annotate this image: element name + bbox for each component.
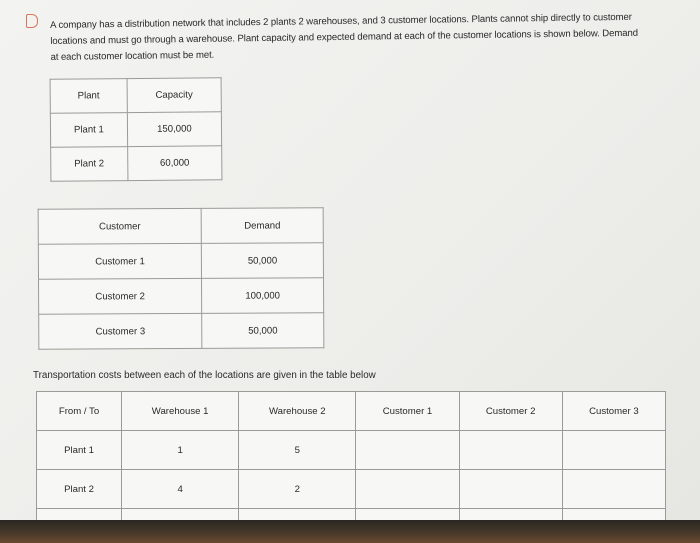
header-customer: Customer <box>38 208 201 244</box>
header-demand: Demand <box>201 208 323 244</box>
transport-cost-table <box>36 391 666 521</box>
header-warehouse-1: Warehouse 1 <box>122 392 239 431</box>
table-row <box>50 112 221 147</box>
cell-cost <box>562 431 665 470</box>
customer-demand-table <box>38 207 325 349</box>
header-plant: Plant <box>50 79 127 114</box>
table-row <box>39 313 324 349</box>
cell-cost: 4 <box>122 470 239 509</box>
cell-capacity: 60,000 <box>127 146 222 181</box>
table-header-row <box>38 208 323 244</box>
header-warehouse-2: Warehouse 2 <box>239 392 356 431</box>
header-from-to: From / To <box>37 392 122 431</box>
header-customer-3: Customer 3 <box>562 392 665 431</box>
cell-cost <box>356 470 459 509</box>
plant-capacity-table <box>50 77 223 181</box>
cell-demand: 50,000 <box>201 243 323 279</box>
cell-origin: Plant 2 <box>37 470 122 509</box>
cell-cost <box>562 470 665 509</box>
table-row <box>39 278 324 314</box>
table-row <box>37 470 666 509</box>
cell-capacity: 150,000 <box>127 112 222 147</box>
transport-cost-caption: Transportation costs between each of the locations are given in the table below <box>33 370 376 381</box>
cell-demand: 100,000 <box>202 278 324 314</box>
cell-customer-name: Customer 3 <box>39 313 202 349</box>
screen-bezel <box>0 520 700 543</box>
table-row <box>38 243 323 279</box>
table-row <box>37 431 666 470</box>
cell-cost: 5 <box>239 431 356 470</box>
cell-cost <box>459 470 562 509</box>
table-header-row <box>50 78 221 113</box>
document-corner-icon <box>26 14 38 28</box>
cell-origin: Plant 1 <box>37 431 122 470</box>
problem-statement: A company has a distribution network that includes 2 plants 2 warehouses, and 3 customer locations. Plants cannot ship directly to customer locations and must go through a warehouse. Plant capacity and expected demand at each of the customer locations is shown below. Demand at each customer location must be met. <box>50 11 638 63</box>
header-capacity: Capacity <box>127 78 222 113</box>
cell-demand: 50,000 <box>202 313 324 349</box>
cell-customer-name: Customer 1 <box>38 243 201 279</box>
cell-plant-name: Plant 2 <box>51 147 128 182</box>
header-customer-1: Customer 1 <box>356 392 459 431</box>
cell-cost: 2 <box>239 470 356 509</box>
table-row <box>51 146 222 181</box>
header-customer-2: Customer 2 <box>459 392 562 431</box>
cell-cost: 1 <box>122 431 239 470</box>
cell-cost <box>459 431 562 470</box>
cell-customer-name: Customer 2 <box>39 278 202 314</box>
cell-cost <box>356 431 459 470</box>
table-header-row <box>37 392 666 431</box>
cell-plant-name: Plant 1 <box>50 113 127 148</box>
